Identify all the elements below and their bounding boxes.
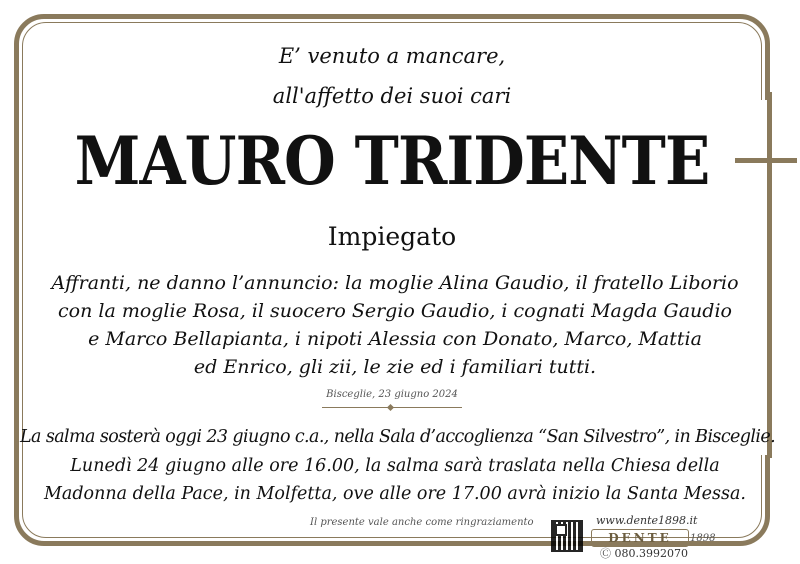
announcement-line: ed Enrico, gli zii, le zie ed i familiari tutti. [193,356,597,378]
deceased-role: Impiegato [327,222,457,251]
intro-line-2: all'affetto dei suoi cari [272,84,512,108]
thanks-note: Il presente vale anche come ringraziamento [310,517,534,528]
announcement-line: con la moglie Rosa, il suocero Sergio Gaudio, i cognati Magda Gaudio [58,300,732,322]
place-date: Bisceglie, 23 giugno 2024 [326,389,458,400]
announcement-line: Affranti, ne danno l’annuncio: la moglie Alina Gaudio, il fratello Liborio [51,272,739,294]
intro-line-1: E’ venuto a mancare, [278,44,506,68]
deceased-name: MAURO TRIDENTE [74,122,710,200]
qr-code-icon [551,520,583,552]
brand-logo: DENTE [591,529,689,547]
announcement-line: e Marco Bellapianta, i nipoti Alessia con Donato, Marco, Mattia [88,328,702,350]
phone-number: Ⓒ 080.3992070 [600,547,688,560]
website-link[interactable]: www.dente1898.it [596,514,698,527]
funeral-line: Lunedì 24 giugno alle ore 16.00, la salma sarà traslata nella Chiesa della [70,456,720,476]
funeral-line: La salma sosterà oggi 23 giugno c.a., nella Sala d’accoglienza “San Silvestro”, in Bisceglie. [20,427,776,447]
brand-year: 1898 [690,533,716,544]
funeral-line: Madonna della Pace, in Molfetta, ove alle ore 17.00 avrà inizio la Santa Messa. [44,484,746,504]
